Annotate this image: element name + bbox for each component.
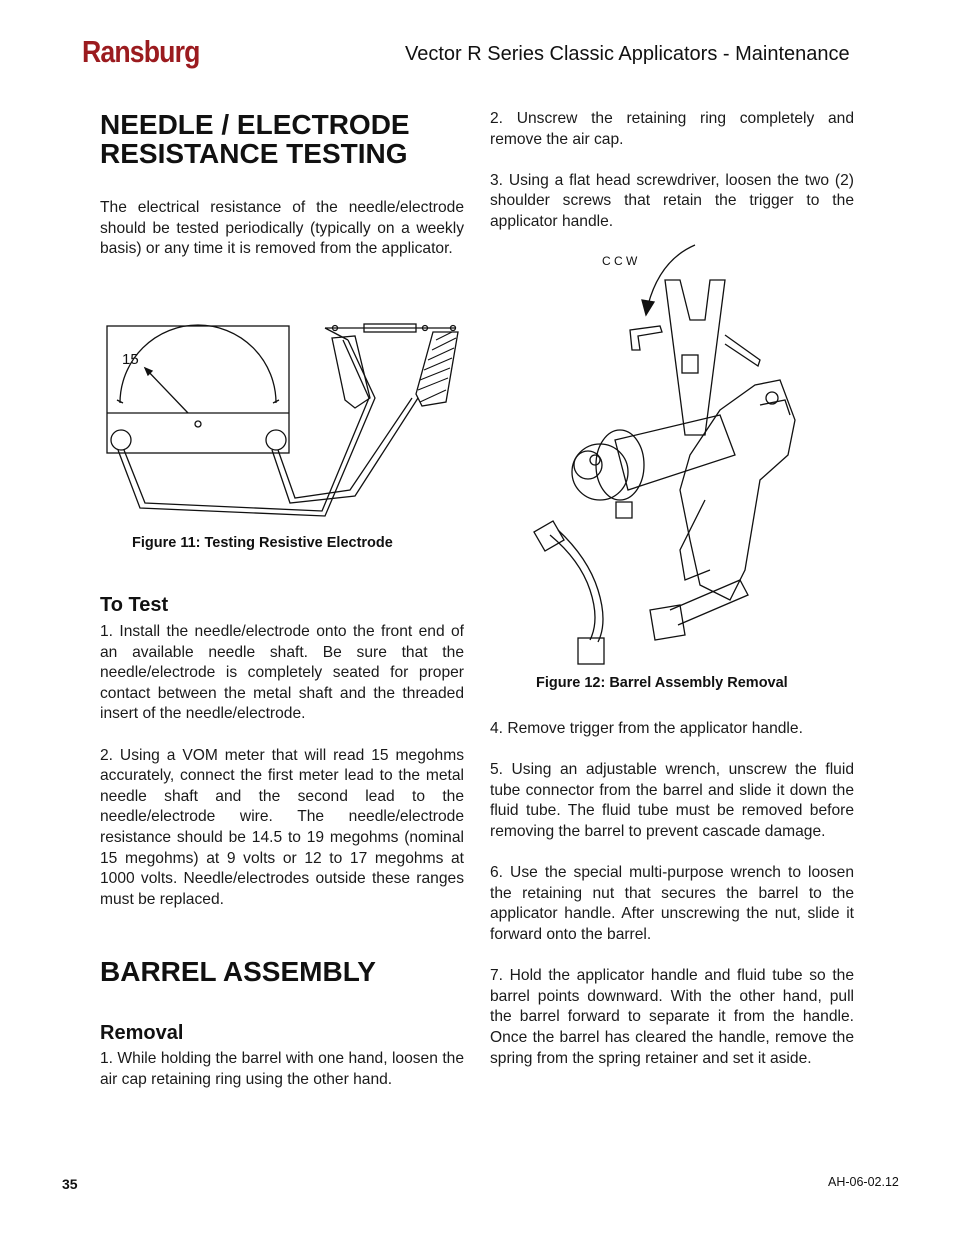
removal-step-3: 3. Using a flat head screwdriver, loosen the two (2) shoulder screws that retain the trigger to the applicator handle. <box>490 171 854 230</box>
figure-11-caption: Figure 11: Testing Resistive Electrode <box>132 535 393 551</box>
applicator-handle <box>680 380 795 600</box>
ccw-label: C C W <box>602 254 638 268</box>
removal-step-7: 7. Hold the applicator handle and fluid tube so the barrel points downward. With the other hand, pull the barrel forward to separate it from the handle. Once the barrel has cleared the handle, remove the spring from the spring retainer and set it aside. <box>490 967 854 1067</box>
meter-terminal-right <box>266 430 286 450</box>
right-steps-top <box>490 109 854 253</box>
ccw-arrow <box>648 245 695 305</box>
air-fitting <box>650 605 685 640</box>
brand-logo: Ransburg <box>82 34 200 69</box>
intro-paragraph <box>100 198 464 280</box>
meter-body <box>107 326 289 453</box>
figure-11-meter-diagram <box>100 318 470 523</box>
removal-step-2: 2. Unscrew the retaining ring completely and remove the air cap. <box>490 110 854 148</box>
meter-needle <box>145 368 188 413</box>
page-number: 35 <box>62 1176 78 1192</box>
retaining-ring <box>596 430 644 500</box>
to-test-steps <box>100 622 464 931</box>
figure-12-caption: Figure 12: Barrel Assembly Removal <box>536 675 788 691</box>
meter-terminal-left <box>111 430 131 450</box>
intro-text: The electrical resistance of the needle/electrode should be tested periodically (typically on a weekly basis) or any time it is removed from the applicator. <box>100 199 464 258</box>
section-heading-needle-resistance: NEEDLE / ELECTRODE RESISTANCE TESTING <box>100 109 410 169</box>
multi-purpose-wrench <box>665 280 725 435</box>
meter-dial-arc <box>120 325 276 403</box>
right-steps-bottom <box>490 719 854 1090</box>
subheading-to-test: To Test <box>100 594 169 616</box>
fluid-tube <box>550 535 595 640</box>
subheading-removal: Removal <box>100 1022 184 1044</box>
removal-step-5: 5. Using an adjustable wrench, unscrew the fluid tube connector from the barrel and slide it down the fluid tube. The fluid tube must be removed before removing the barrel to prevent cascade damage. <box>490 761 854 840</box>
dial-label: 15 <box>122 351 139 368</box>
removal-step-6: 6. Use the special multi-purpose wrench to loosen the retaining nut that secures the barrel to the applicator handle. After unscrewing the nut, slide it forward onto the barrel. <box>490 864 854 943</box>
removal-step-1: 1. While holding the barrel with one hand, loosen the air cap retaining ring using the other hand. <box>100 1050 464 1088</box>
removal-steps <box>100 1049 464 1111</box>
document-code: AH-06-02.12 <box>828 1175 899 1189</box>
barrel <box>615 415 735 490</box>
section-heading-barrel-assembly: BARREL ASSEMBLY <box>100 956 376 987</box>
figure-12-barrel-removal-diagram <box>520 240 820 670</box>
to-test-step-1: 1. Install the needle/electrode onto the front end of an available needle shaft. Be sure that the needle/electrode is completely seated for proper contact between the metal shaft and the threaded insert of the needle/electrode. <box>100 623 464 723</box>
probe-right <box>416 332 458 406</box>
removal-step-4: 4. Remove trigger from the applicator handle. <box>490 720 803 737</box>
page-header-title: Vector R Series Classic Applicators - Maintenance <box>405 43 850 65</box>
to-test-step-2: 2. Using a VOM meter that will read 15 megohms accurately, connect the first meter lead to the metal needle shaft and the second lead to the needle/electrode wire. The needle/electrode resistance should be 14.5 to 19 megohms (nominal 15 megohms) at 9 volts or 12 to 17 megohms at 1000 volts. Needle/electrodes outside these ranges must be replaced. <box>100 746 464 908</box>
